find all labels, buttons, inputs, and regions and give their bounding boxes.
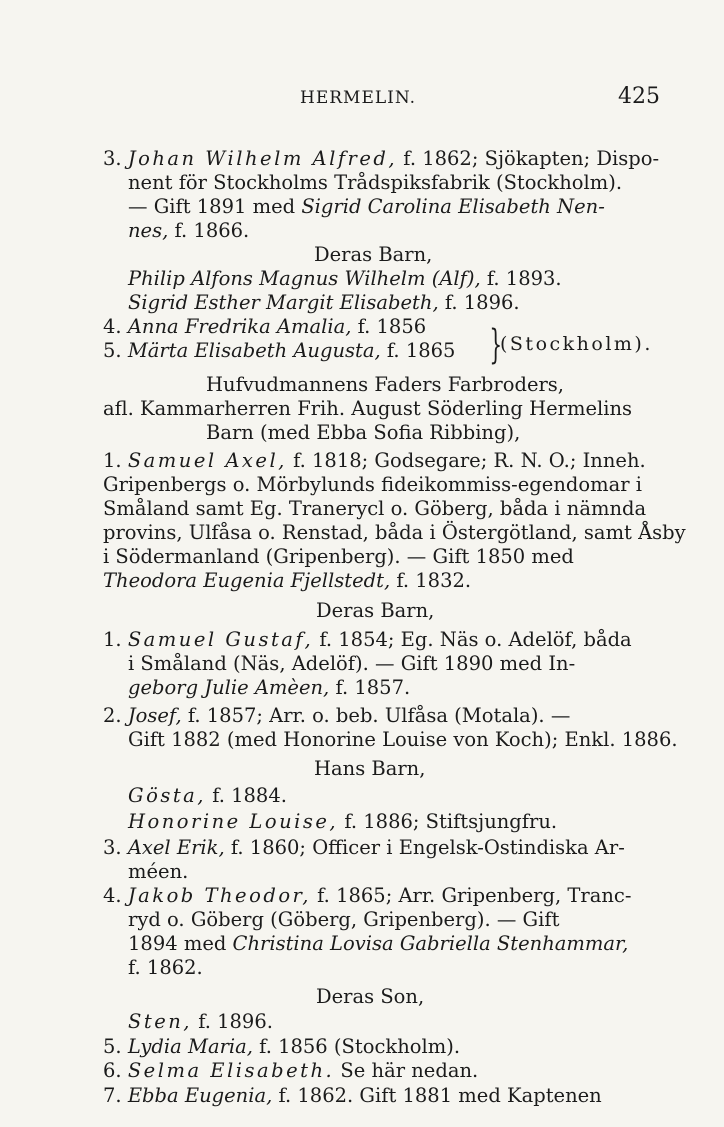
entry-number: 4.	[103, 884, 122, 907]
person-name: Ebba Eugenia,	[127, 1084, 273, 1107]
person-name: Honorine Louise,	[128, 810, 339, 833]
entry-line	[103, 836, 625, 860]
person-name: Christina Lovisa Gabriella Stenhammar,	[232, 932, 629, 955]
entry-text: f. 1896.	[192, 1010, 273, 1033]
entry-number: 6.	[103, 1059, 122, 1082]
person-name: Sten,	[128, 1010, 192, 1033]
entry-text: f. 1854; Eg. Näs o. Adelöf, båda	[313, 628, 632, 651]
entry-number: 2.	[103, 704, 122, 727]
section-heading: Hufvudmannens Faders Farbroders,	[206, 373, 565, 396]
person-name: Samuel Axel,	[127, 449, 287, 472]
entry-line: Gift 1882 (med Honorine Louise von Koch); Enkl. 1886.	[128, 728, 678, 751]
entry-line: Småland samt Eg. Tranerycl o. Göberg, båda i nämnda	[103, 497, 647, 520]
running-head: HERMELIN.	[300, 88, 417, 108]
person-name: Lydia Maria,	[127, 1035, 253, 1058]
section-heading: Hans Barn,	[314, 757, 426, 780]
entry-line: i Södermanland (Gripenberg). — Gift 1850 med	[103, 545, 574, 568]
entry-text: — Gift 1891 med	[128, 195, 302, 218]
entry-line	[103, 704, 570, 728]
entry-text: f. 1832.	[390, 569, 472, 592]
entry-line	[103, 1059, 478, 1083]
person-name: Johan Wilhelm Alfred,	[127, 147, 398, 170]
entry-line	[128, 932, 628, 956]
section-heading: Barn (med Ebba Sofia Ribbing),	[206, 421, 521, 444]
section-heading: Deras Barn,	[314, 243, 433, 266]
entry-text: f. 1865	[380, 339, 456, 362]
entry-line	[103, 339, 455, 363]
entry-line	[128, 219, 249, 243]
entry-line	[103, 884, 631, 908]
person-name: geborg Julie Amèen,	[128, 676, 330, 699]
entry-line	[128, 810, 557, 834]
entry-text: f. 1866.	[168, 219, 250, 242]
entry-line	[103, 147, 659, 171]
person-name: Märta Elisabeth Augusta,	[127, 339, 381, 362]
entry-text: f. 1856	[351, 315, 427, 338]
entry-number: 1.	[103, 628, 122, 651]
person-name: Selma Elisabeth.	[127, 1059, 335, 1082]
entry-number: 5.	[103, 339, 122, 362]
entry-text: f. 1886; Stiftsjungfru.	[338, 810, 558, 833]
entry-line	[103, 569, 471, 593]
entry-text: Se här nedan.	[334, 1059, 479, 1082]
entry-line: afl. Kammarherren Frih. August Söderling Hermelins	[103, 397, 633, 420]
entry-line	[103, 449, 646, 473]
person-name: Philip Alfons Magnus Wilhelm (Alf),	[128, 267, 481, 290]
entry-text: f. 1857.	[329, 676, 411, 699]
entry-text: f. 1857; Arr. o. beb. Ulfåsa (Motala). —	[181, 704, 571, 727]
entry-line: ryd o. Göberg (Göberg, Gripenberg). — Gift	[128, 908, 560, 931]
person-name: nes,	[128, 219, 169, 242]
entry-line	[128, 267, 562, 291]
entry-line: nent för Stockholms Trådspiksfabrik (Stockholm).	[128, 171, 623, 194]
entry-line	[128, 784, 287, 808]
entry-text: f. 1818; Godsegare; R. N. O.; Inneh.	[286, 449, 646, 472]
person-name: Axel Erik,	[127, 836, 225, 859]
entry-text: f. 1862. Gift 1881 med Kaptenen	[272, 1084, 602, 1107]
entry-text: f. 1865; Arr. Gripenberg, Tranc-	[310, 884, 632, 907]
entry-line: f. 1862.	[128, 956, 203, 979]
entry-number: 5.	[103, 1035, 122, 1058]
entry-text: 1894 med	[128, 932, 233, 955]
entry-line: méen.	[128, 860, 189, 883]
entry-text: f. 1896.	[438, 291, 520, 314]
person-name: Theodora Eugenia Fjellstedt,	[103, 569, 391, 592]
entry-number: 3.	[103, 147, 122, 170]
entry-text: f. 1856 (Stockholm).	[252, 1035, 461, 1058]
person-name: Sigrid Carolina Elisabeth Nen-	[301, 195, 605, 218]
entry-line: Gripenbergs o. Mörbylunds fideikommiss-egendomar i	[103, 473, 642, 496]
person-name: Sigrid Esther Margit Elisabeth,	[128, 291, 439, 314]
entry-number: 7.	[103, 1084, 122, 1107]
person-name: Josef,	[127, 704, 182, 727]
section-heading: Deras Son,	[316, 985, 425, 1008]
entry-line	[103, 315, 426, 339]
entry-line	[128, 676, 410, 700]
entry-number: 3.	[103, 836, 122, 859]
entry-line	[103, 628, 632, 652]
entry-line	[128, 195, 605, 219]
entry-text: f. 1860; Officer i Engelsk-Ostindiska Ar-	[224, 836, 625, 859]
brace-glyph: }	[489, 322, 503, 368]
brace-note: (Stockholm).	[500, 333, 653, 355]
entry-text: f. 1893.	[480, 267, 562, 290]
entry-line: provins, Ulfåsa o. Renstad, båda i Östergötland, samt Åsby	[103, 521, 686, 544]
entry-line	[128, 291, 520, 315]
section-heading: Deras Barn,	[316, 599, 435, 622]
person-name: Anna Fredrika Amalia,	[127, 315, 352, 338]
page-number: 425	[618, 84, 660, 109]
entry-line	[103, 1035, 460, 1059]
person-name: Samuel Gustaf,	[127, 628, 314, 651]
entry-number: 1.	[103, 449, 122, 472]
entry-line	[128, 1010, 273, 1034]
entry-line	[103, 1084, 602, 1108]
entry-number: 4.	[103, 315, 122, 338]
person-name: Gösta,	[128, 784, 206, 807]
entry-line: i Småland (Näs, Adelöf). — Gift 1890 med In-	[128, 652, 576, 675]
person-name: Jakob Theodor,	[127, 884, 311, 907]
entry-text: f. 1884.	[206, 784, 287, 807]
entry-text: f. 1862; Sjökapten; Dispo-	[397, 147, 660, 170]
